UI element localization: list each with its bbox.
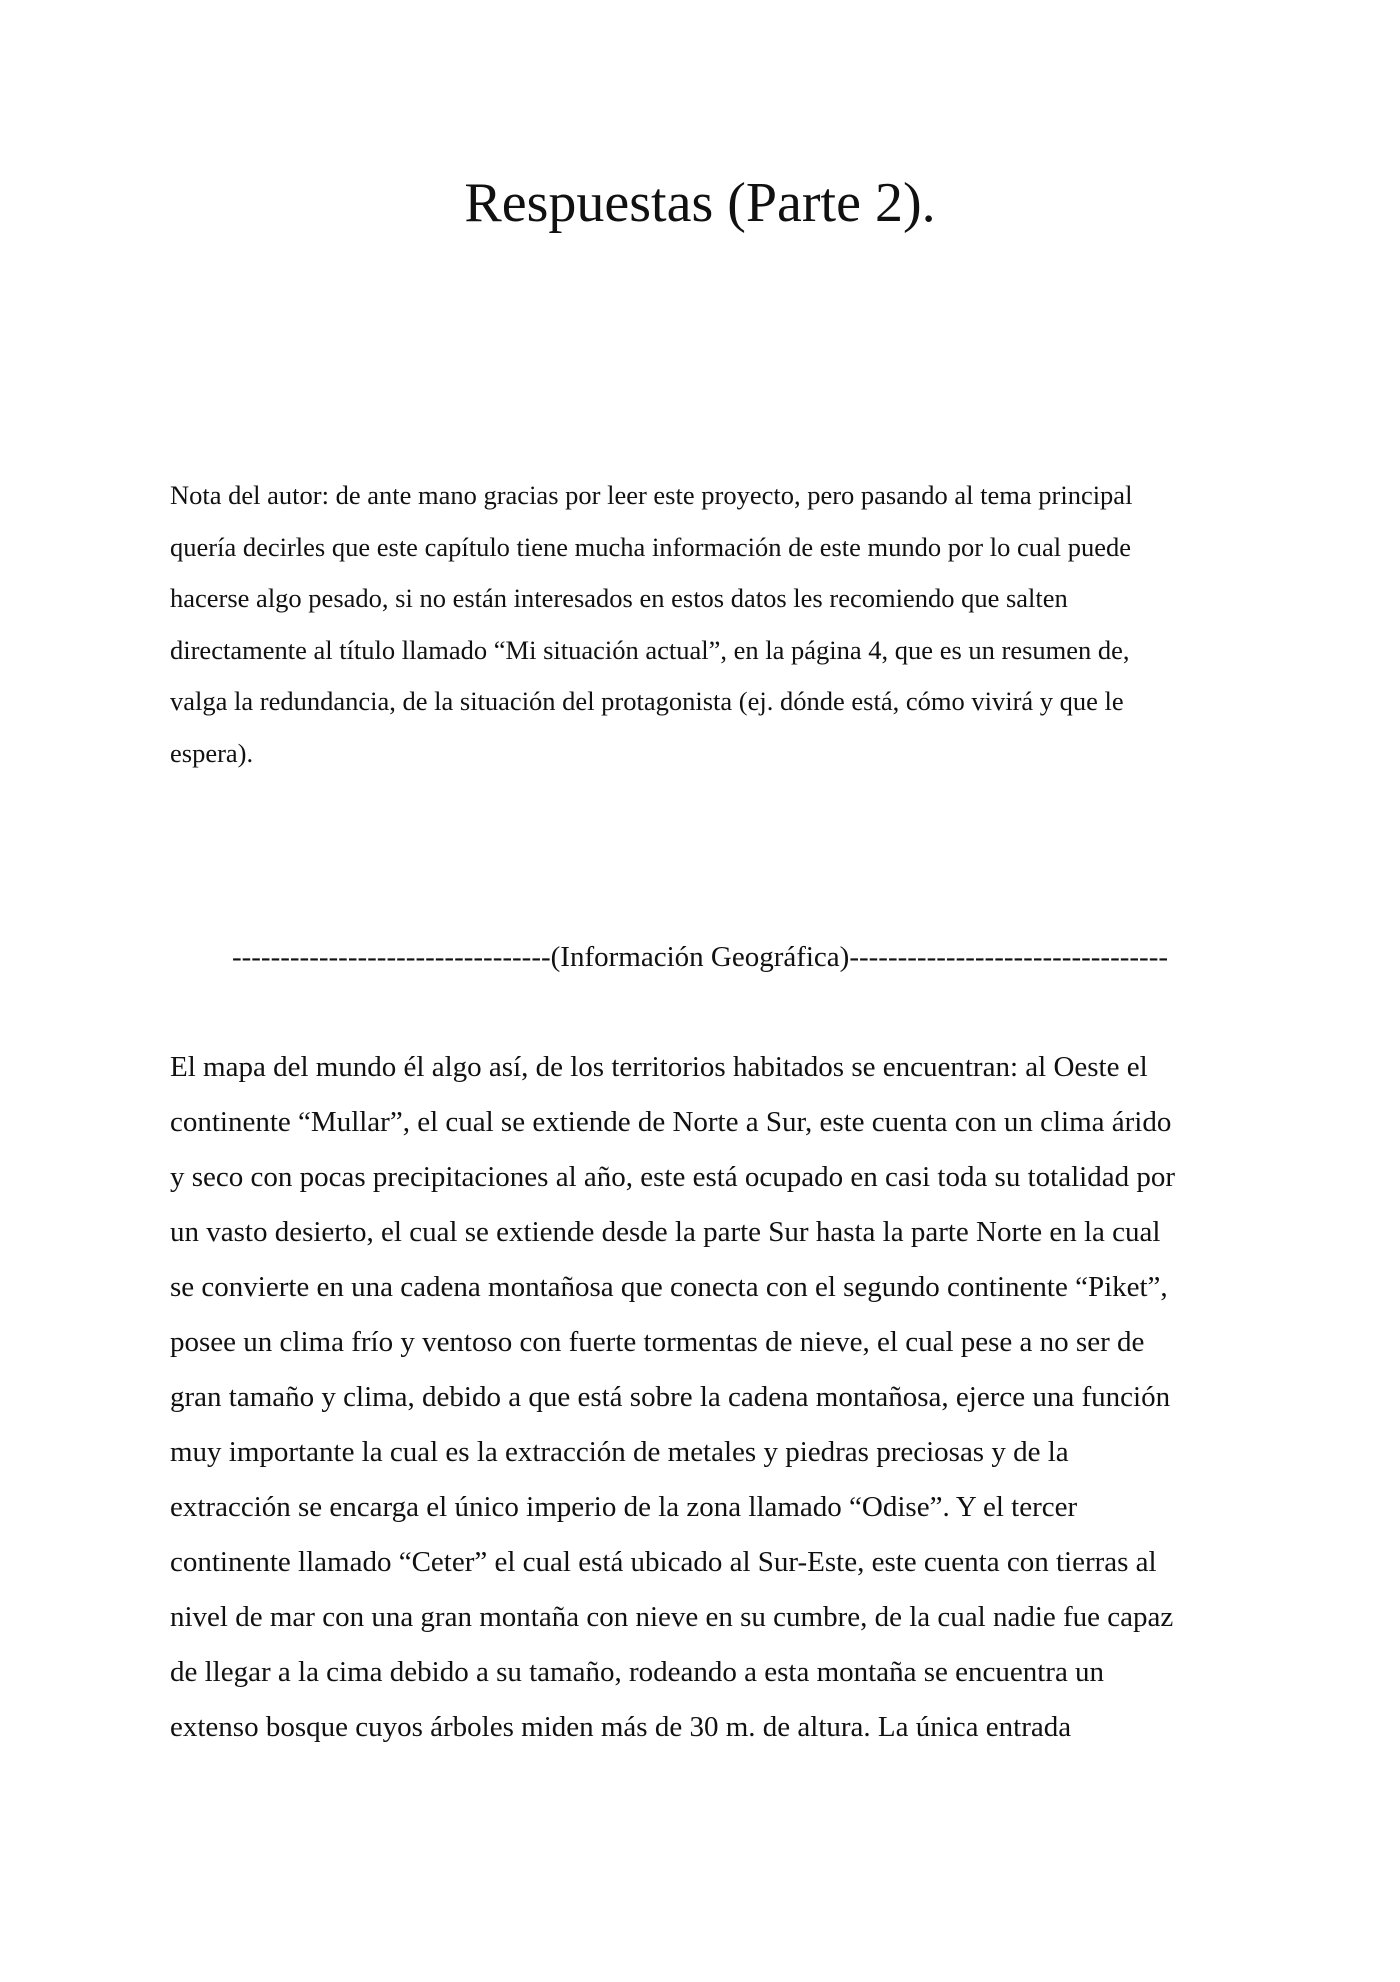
author-note-line: Nota del autor: de ante mano gracias por leer este proyecto, pero pasando al tema principal [170, 480, 1133, 510]
author-note [170, 470, 1240, 779]
body-line: y seco con pocas precipitaciones al año, este está ocupado en casi toda su totalidad por [170, 1161, 1175, 1193]
section-heading-geografica: ---------------------------------(Información Geográfica)--------------------------------- [231, 941, 1169, 973]
author-note-line: espera). [170, 737, 254, 768]
author-note-line: hacerse algo pesado, si no están interesados en estos datos les recomiendo que salten [170, 583, 1068, 613]
author-note-line: valga la redundancia, de la situación del protagonista (ej. dónde está, cómo vivirá y que le [170, 686, 1124, 716]
body-line: El mapa del mundo él algo así, de los territorios habitados se encuentran: al Oeste el [170, 1051, 1148, 1083]
page-title: Respuestas (Parte 2). [464, 172, 936, 234]
body-line: se convierte en una cadena montañosa que conecta con el segundo continente “Piket”, [170, 1271, 1168, 1303]
body-line: continente “Mullar”, el cual se extiende de Norte a Sur, este cuenta con un clima árido [170, 1106, 1172, 1138]
body-line: extracción se encarga el único imperio de la zona llamado “Odise”. Y el tercer [170, 1491, 1078, 1523]
body-paragraph [170, 1040, 1250, 1755]
body-line: nivel de mar con una gran montaña con nieve en su cumbre, de la cual nadie fue capaz [170, 1601, 1174, 1633]
body-line: continente llamado “Ceter” el cual está ubicado al Sur-Este, este cuenta con tierras al [170, 1546, 1157, 1578]
body-line: posee un clima frío y ventoso con fuerte tormentas de nieve, el cual pese a no ser de [170, 1326, 1145, 1358]
body-line: un vasto desierto, el cual se extiende desde la parte Sur hasta la parte Norte en la cual [170, 1216, 1161, 1248]
body-line: extenso bosque cuyos árboles miden más de 30 m. de altura. La única entrada [170, 1711, 1072, 1743]
body-line: gran tamaño y clima, debido a que está sobre la cadena montañosa, ejerce una función [170, 1381, 1171, 1413]
body-line: muy importante la cual es la extracción de metales y piedras preciosas y de la [170, 1436, 1069, 1468]
author-note-line: quería decirles que este capítulo tiene mucha información de este mundo por lo cual puede [170, 531, 1132, 562]
author-note-line: directamente al título llamado “Mi situación actual”, en la página 4, que es un resumen de, [170, 634, 1130, 665]
body-line: de llegar a la cima debido a su tamaño, rodeando a esta montaña se encuentra un [170, 1656, 1105, 1688]
